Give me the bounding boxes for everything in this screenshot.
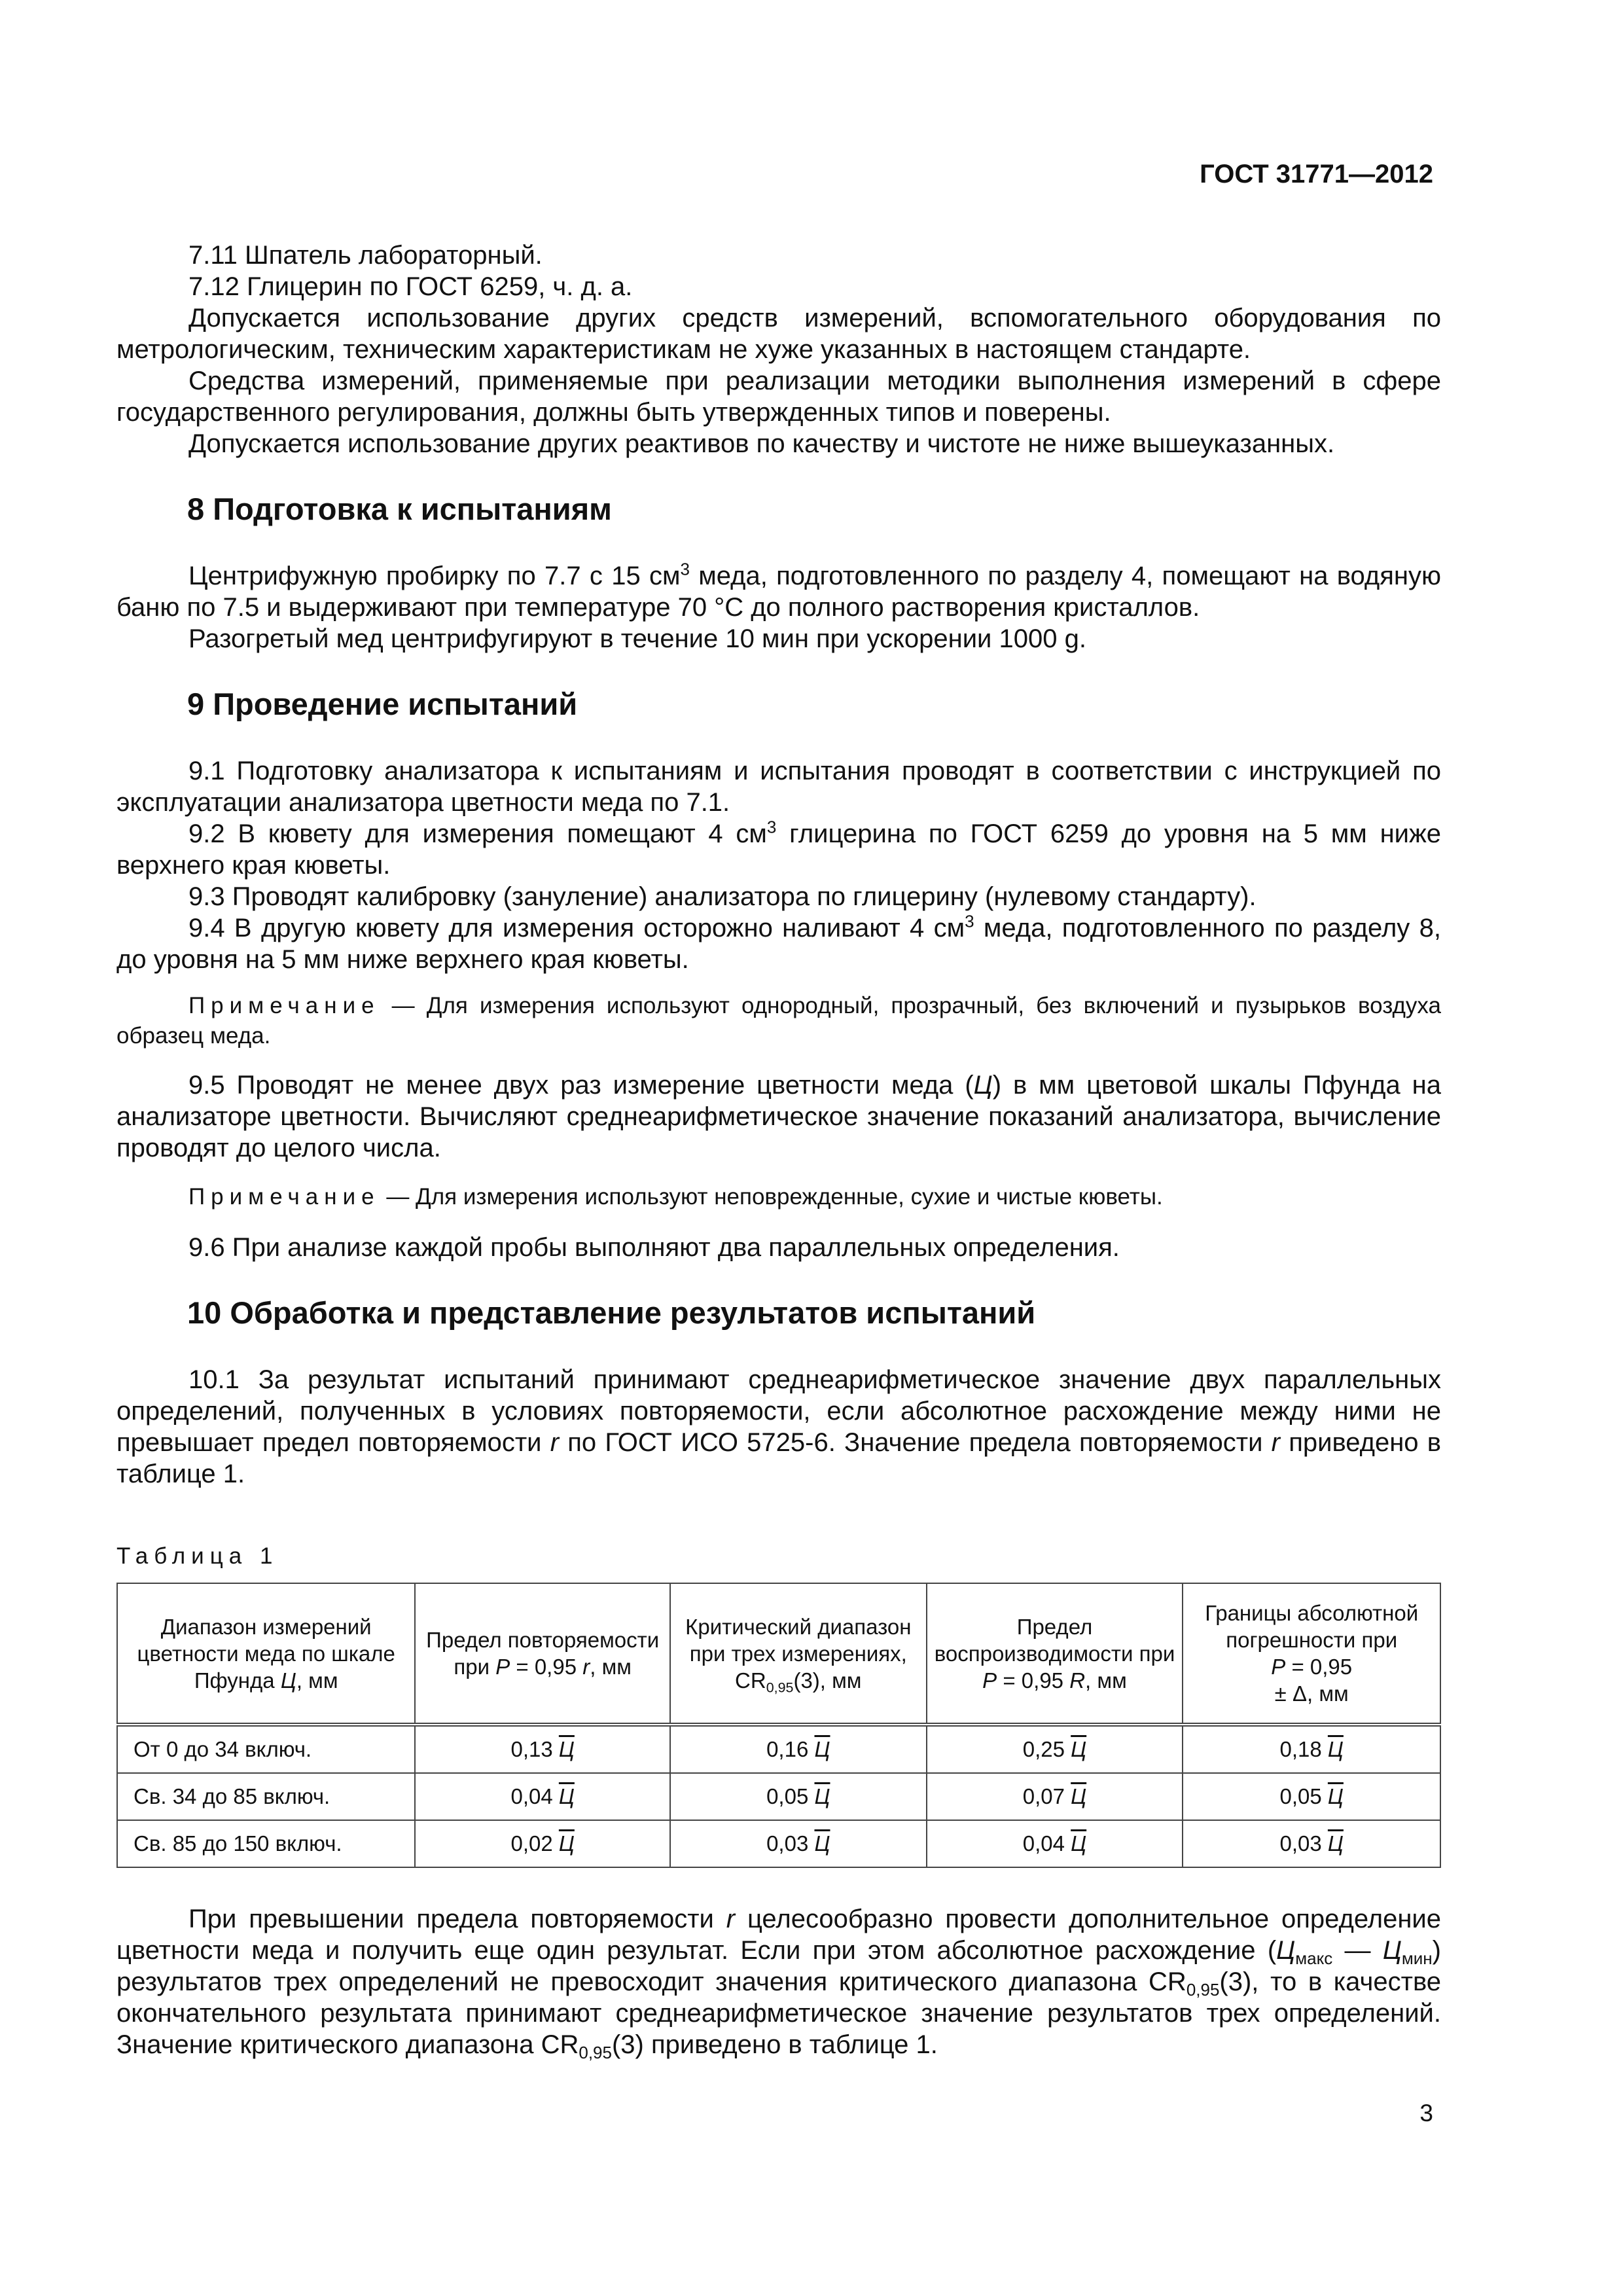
header-critical-range: Критический диапазон при трех измерениях, $CR_{0,95}(3)$, мм [670,1583,927,1725]
cell-delta: 0,05 Ц [1183,1773,1440,1820]
cell-r: 0,02 Ц [415,1820,670,1867]
table-1 [116,1583,1441,1868]
item-9-1: 9.1 Подготовку анализатора к испытаниям и испытания проводят в соответствии с инструкцией по эксплуатации анализатора цветности меда по 7.1. [116,757,1441,817]
section-8-paragraph-1: Центрифужную пробирку по 7.7 с 15 $см^3$ меда, подготовленного по разделу 4, помещают на водяную баню по 7.5 и выдерживают при температуре 70 °С до полного растворения кристаллов. [116,559,1441,622]
cell-cr: 0,16 Ц [670,1725,927,1773]
cell-R: 0,25 Ц [927,1725,1183,1773]
paragraph-after-table: При превышении предела повторяемости r целесообразно провести дополнительное определение цветности меда и получить еще один результат. Если при этом абсолютное расхождение ($Ц_{макс}$ — $Ц_{мин}$) результатов трех определений не превосходит значения критического диапазона $CR_{0,95}(3)$, то в качестве окончательного результата принимают среднеарифметическое значение результатов трех определений. Значение критического диапазона $CR_{0,95}(3)$ приведено в таблице 1. [116,1905,1442,2062]
cell-delta: 0,03 Ц [1183,1820,1440,1867]
cell-r: 0,13 Ц [415,1725,670,1773]
document-code: ГОСТ 31771—2012 [1200,160,1433,188]
cell-range: От 0 до 34 включ. [117,1725,415,1773]
table-header-row [117,1583,1440,1725]
header-range: Диапазон измерений цветности меда по шкале Пфунда Ц, мм [117,1583,415,1725]
cell-R: 0,07 Ц [927,1773,1183,1820]
item-7-11: 7.11 Шпатель лабораторный. [188,241,543,270]
cell-R: 0,04 Ц [927,1820,1183,1867]
paragraph-other-reagents: Допускается использование других реактивов по качеству и чистоте не ниже вышеуказанных. [188,429,1335,458]
header-repeatability: Предел повторяемости при P = 0,95 r, мм [415,1583,670,1725]
section-10-heading: 10 Обработка и представление результатов испытаний [187,1295,1036,1330]
header-reproducibility: Предел воспроизводимости при P = 0,95 R, мм [927,1583,1183,1725]
paragraph-other-instruments: Допускается использование других средств измерений, вспомогательного оборудования по метрологическим, техническим характеристикам не хуже указанных в настоящем стандарте. [116,304,1441,364]
item-9-2: 9.2 В кювету для измерения помещают 4 $см^3$ глицерина по ГОСТ 6259 до уровня на 5 мм ниже верхнего края кюветы. [116,817,1441,880]
paragraph-measuring-means: Средства измерений, применяемые при реализации методики выполнения измерений в сфере государственного регулирования, должны быть утвержденных типов и поверены. [116,367,1441,427]
cell-range: Св. 85 до 150 включ. [117,1820,415,1867]
cell-cr: 0,03 Ц [670,1820,927,1867]
item-9-5: 9.5 Проводят не менее двух раз измерение цветности меда (Ц) в мм цветовой шкалы Пфунда на анализаторе цветности. Вычисляют среднеарифметическое значение показаний анализатора, вычисление проводят до целого числа. [116,1071,1441,1162]
item-10-1: 10.1 За результат испытаний принимают среднеарифметическое значение двух параллельных определений, полученных в условиях повторяемости, если абсолютное расхождение между ними не превышает предел повторяемости r по ГОСТ ИСО 5725-6. Значение предела повторяемости r приведено в таблице 1. [116,1365,1441,1488]
item-9-4: 9.4 В другую кювету для измерения осторожно наливают 4 $см^3$ меда, подготовленного по разделу 8, до уровня на 5 мм ниже верхнего края кюветы. [116,911,1441,974]
item-9-6: 9.6 При анализе каждой пробы выполняют два параллельных определения. [188,1233,1120,1262]
note-2: Примечание — Для измерения используют неповрежденные, сухие и чистые кюветы. [188,1184,1163,1210]
cell-r: 0,04 Ц [415,1773,670,1820]
section-8-heading: 8 Подготовка к испытаниям [187,492,612,526]
cell-delta: 0,18 Ц [1183,1725,1440,1773]
table-row [117,1773,1440,1820]
table-row [117,1820,1440,1867]
table-row [117,1725,1440,1773]
page-number: 3 [1419,2100,1433,2126]
item-7-12: 7.12 Глицерин по ГОСТ 6259, ч. д. а. [188,272,633,301]
table-caption: Таблица 1 [116,1543,279,1569]
header-error-limits: Границы абсолютной погрешности при P = 0,95 ± Δ, мм [1183,1583,1440,1725]
cell-cr: 0,05 Ц [670,1773,927,1820]
section-9-heading: 9 Проведение испытаний [187,687,578,721]
item-9-3: 9.3 Проводят калибровку (зануление) анализатора по глицерину (нулевому стандарту). [188,882,1257,911]
section-8-paragraph-2: Разогретый мед центрифугируют в течение 10 мин при ускорении 1000 g. [188,624,1086,653]
note-1: Примечание — Для измерения используют однородный, прозрачный, без включений и пузырьков воздуха образец меда. [116,993,1441,1049]
cell-range: Св. 34 до 85 включ. [117,1773,415,1820]
